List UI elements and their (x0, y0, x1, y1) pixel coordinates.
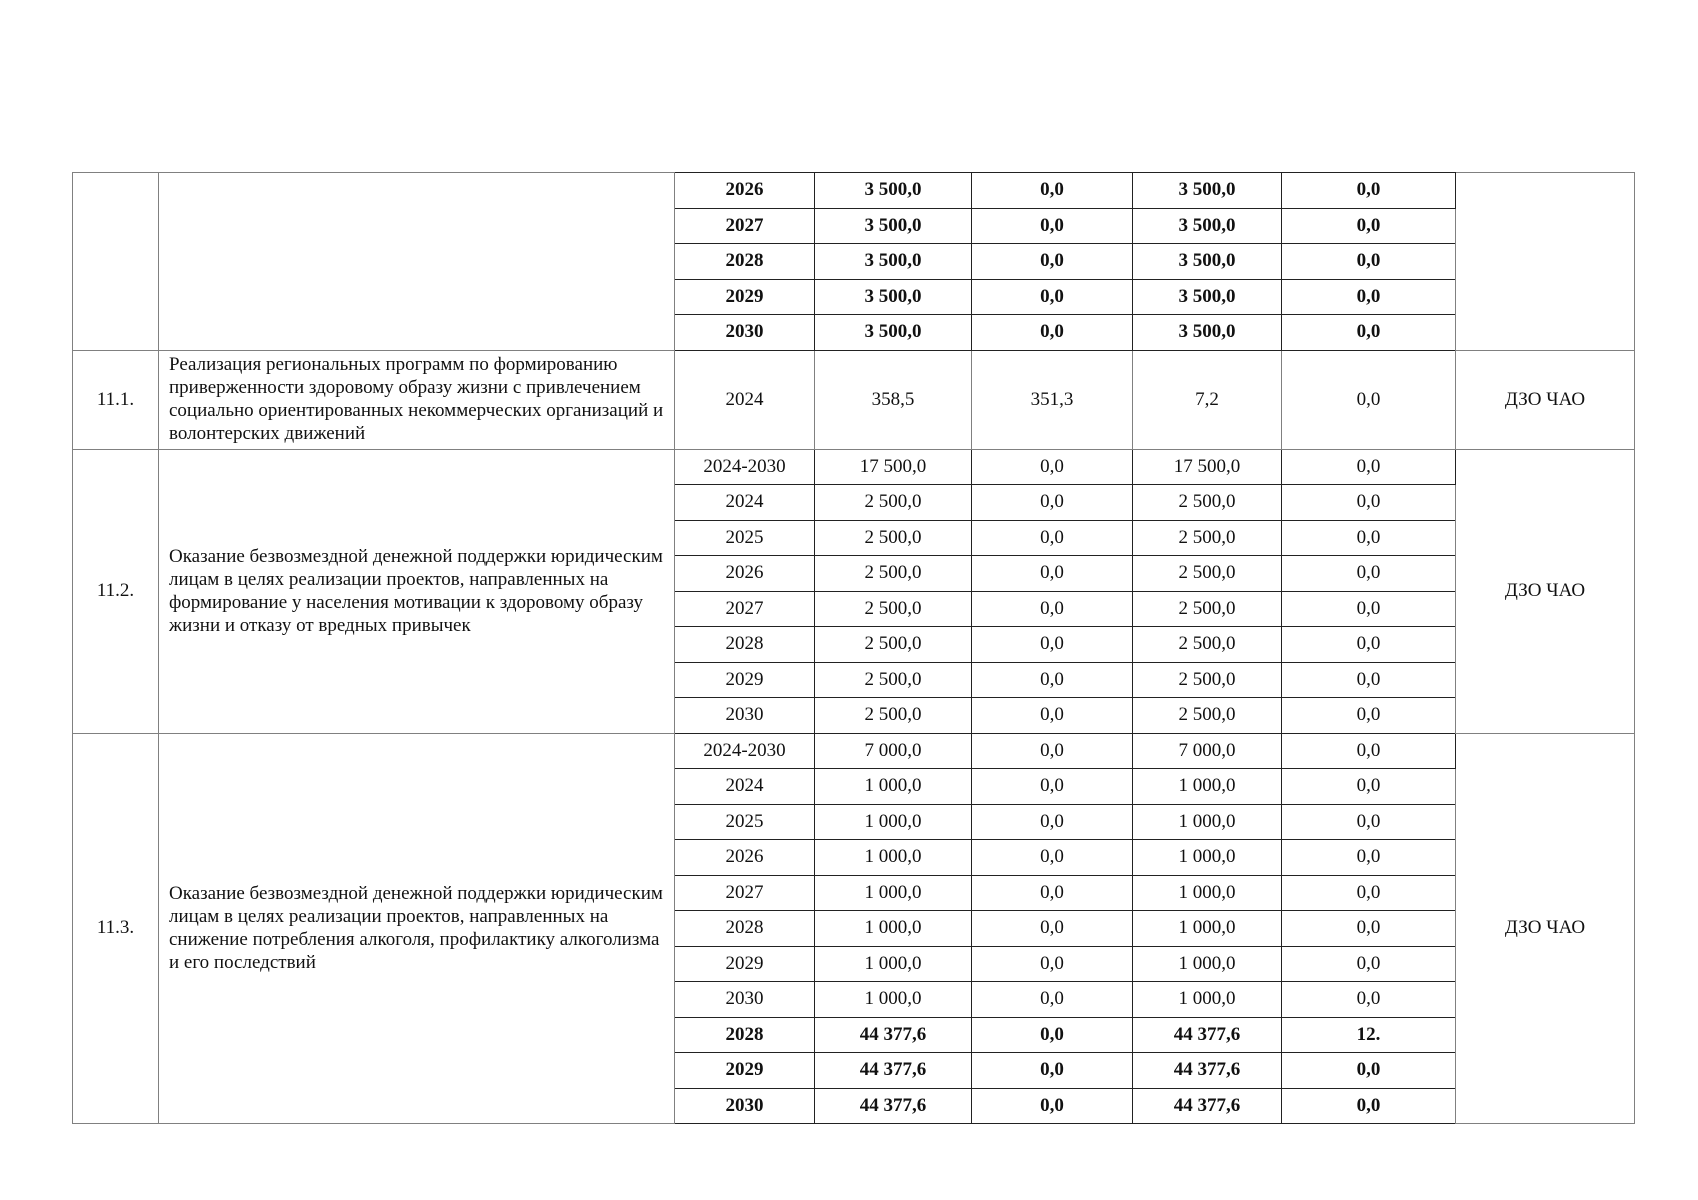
federal-cell: 0,0 (972, 875, 1133, 911)
year-cell: 2026 (675, 173, 815, 209)
other-cell: 0,0 (1282, 1088, 1456, 1124)
year-cell: 2024 (675, 485, 815, 521)
other-cell: 0,0 (1282, 627, 1456, 663)
year-cell: 2028 (675, 1017, 815, 1053)
federal-cell: 0,0 (972, 173, 1133, 209)
regional-cell: 44 377,6 (1133, 1053, 1282, 1089)
regional-cell: 2 500,0 (1133, 556, 1282, 592)
regional-cell: 1 000,0 (1133, 911, 1282, 947)
federal-cell: 0,0 (972, 449, 1133, 485)
total-cell: 358,5 (815, 350, 972, 449)
regional-cell: 2 500,0 (1133, 485, 1282, 521)
regional-cell: 3 500,0 (1133, 173, 1282, 209)
federal-cell: 0,0 (972, 279, 1133, 315)
budget-table (72, 172, 1635, 1124)
federal-cell: 0,0 (972, 769, 1133, 805)
federal-cell: 0,0 (972, 627, 1133, 663)
federal-cell: 0,0 (972, 244, 1133, 280)
regional-cell: 3 500,0 (1133, 244, 1282, 280)
regional-cell: 2 500,0 (1133, 520, 1282, 556)
total-cell: 1 000,0 (815, 840, 972, 876)
other-cell: 0,0 (1282, 911, 1456, 947)
item-description-cell: Реализация региональных программ по формированию приверженности здоровому образу жизни с привлечением социально ориентированных некоммерческих организаций и волонтерских движений (159, 350, 675, 449)
other-cell: 0,0 (1282, 449, 1456, 485)
regional-cell: 2 500,0 (1133, 591, 1282, 627)
federal-cell: 0,0 (972, 315, 1133, 351)
regional-cell: 1 000,0 (1133, 769, 1282, 805)
responsible-cell: ДЗО ЧАО (1456, 733, 1635, 1124)
total-cell: 2 500,0 (815, 591, 972, 627)
federal-cell: 0,0 (972, 733, 1133, 769)
other-cell: 0,0 (1282, 556, 1456, 592)
item-index-cell: 11.3. (73, 733, 159, 1124)
regional-cell: 1 000,0 (1133, 982, 1282, 1018)
federal-cell: 0,0 (972, 911, 1133, 947)
regional-cell: 44 377,6 (1133, 1017, 1282, 1053)
other-cell: 0,0 (1282, 173, 1456, 209)
federal-cell: 0,0 (972, 208, 1133, 244)
total-cell: 3 500,0 (815, 208, 972, 244)
year-cell: 2028 (675, 244, 815, 280)
other-cell: 0,0 (1282, 698, 1456, 734)
total-cell: 1 000,0 (815, 769, 972, 805)
year-cell: 2029 (675, 946, 815, 982)
item-index-cell (73, 173, 159, 351)
other-cell: 0,0 (1282, 733, 1456, 769)
total-cell: 3 500,0 (815, 173, 972, 209)
year-cell: 2024-2030 (675, 733, 815, 769)
responsible-cell (1456, 173, 1635, 351)
total-cell: 7 000,0 (815, 733, 972, 769)
year-cell: 2026 (675, 556, 815, 592)
item-index-cell: 11.2. (73, 449, 159, 733)
other-cell: 0,0 (1282, 350, 1456, 449)
federal-cell: 0,0 (972, 982, 1133, 1018)
total-cell: 2 500,0 (815, 698, 972, 734)
regional-cell: 3 500,0 (1133, 315, 1282, 351)
total-cell: 1 000,0 (815, 875, 972, 911)
regional-cell: 2 500,0 (1133, 627, 1282, 663)
total-cell: 3 500,0 (815, 315, 972, 351)
item-index-cell: 11.1. (73, 350, 159, 449)
total-cell: 2 500,0 (815, 556, 972, 592)
federal-cell: 0,0 (972, 840, 1133, 876)
item-description-cell: Оказание безвозмездной денежной поддержки юридическим лицам в целях реализации проектов, направленных на формирование у населения мотивации к здоровому образу жизни и отказу от вредных привычек (159, 449, 675, 733)
other-cell: 0,0 (1282, 662, 1456, 698)
year-cell: 2027 (675, 875, 815, 911)
regional-cell: 1 000,0 (1133, 946, 1282, 982)
regional-cell: 1 000,0 (1133, 840, 1282, 876)
total-cell: 44 377,6 (815, 1017, 972, 1053)
total-cell: 1 000,0 (815, 804, 972, 840)
regional-cell: 7,2 (1133, 350, 1282, 449)
other-cell: 0,0 (1282, 208, 1456, 244)
federal-cell: 351,3 (972, 350, 1133, 449)
other-cell: 0,0 (1282, 591, 1456, 627)
year-cell: 2028 (675, 627, 815, 663)
year-cell: 2027 (675, 591, 815, 627)
year-cell: 2030 (675, 698, 815, 734)
table-row (73, 733, 1635, 769)
responsible-cell: ДЗО ЧАО (1456, 350, 1635, 449)
regional-cell: 44 377,6 (1133, 1088, 1282, 1124)
total-cell: 3 500,0 (815, 279, 972, 315)
total-cell: 17 500,0 (815, 449, 972, 485)
year-cell: 2030 (675, 982, 815, 1018)
total-cell: 2 500,0 (815, 520, 972, 556)
federal-cell: 0,0 (972, 662, 1133, 698)
other-cell: 0,0 (1282, 315, 1456, 351)
year-cell: 2025 (675, 520, 815, 556)
other-cell: 0,0 (1282, 875, 1456, 911)
federal-cell: 0,0 (972, 591, 1133, 627)
other-cell: 0,0 (1282, 279, 1456, 315)
regional-cell: 1 000,0 (1133, 875, 1282, 911)
total-cell: 44 377,6 (815, 1088, 972, 1124)
other-cell: 0,0 (1282, 520, 1456, 556)
total-cell: 3 500,0 (815, 244, 972, 280)
total-cell: 2 500,0 (815, 627, 972, 663)
federal-cell: 0,0 (972, 946, 1133, 982)
year-cell: 2029 (675, 279, 815, 315)
other-cell: 0,0 (1282, 769, 1456, 805)
regional-cell: 2 500,0 (1133, 698, 1282, 734)
other-cell: 12. (1282, 1017, 1456, 1053)
federal-cell: 0,0 (972, 485, 1133, 521)
total-cell: 2 500,0 (815, 662, 972, 698)
regional-cell: 3 500,0 (1133, 279, 1282, 315)
other-cell: 0,0 (1282, 804, 1456, 840)
federal-cell: 0,0 (972, 1053, 1133, 1089)
other-cell: 0,0 (1282, 946, 1456, 982)
year-cell: 2026 (675, 840, 815, 876)
year-cell: 2025 (675, 804, 815, 840)
year-cell: 2029 (675, 1053, 815, 1089)
total-cell: 44 377,6 (815, 1053, 972, 1089)
total-cell: 1 000,0 (815, 946, 972, 982)
federal-cell: 0,0 (972, 520, 1133, 556)
item-description-cell (159, 173, 675, 351)
other-cell: 0,0 (1282, 840, 1456, 876)
other-cell: 0,0 (1282, 982, 1456, 1018)
year-cell: 2024-2030 (675, 449, 815, 485)
year-cell: 2030 (675, 315, 815, 351)
year-cell: 2029 (675, 662, 815, 698)
item-description-cell: Оказание безвозмездной денежной поддержки юридическим лицам в целях реализации проектов, направленных на снижение потребления алкоголя, профилактику алкоголизма и его последствий (159, 733, 675, 1124)
regional-cell: 17 500,0 (1133, 449, 1282, 485)
regional-cell: 7 000,0 (1133, 733, 1282, 769)
total-cell: 1 000,0 (815, 982, 972, 1018)
other-cell: 0,0 (1282, 1053, 1456, 1089)
federal-cell: 0,0 (972, 556, 1133, 592)
table-row (73, 449, 1635, 485)
table-row (73, 173, 1635, 209)
year-cell: 2024 (675, 350, 815, 449)
year-cell: 2028 (675, 911, 815, 947)
table-row (73, 350, 1635, 449)
federal-cell: 0,0 (972, 1017, 1133, 1053)
federal-cell: 0,0 (972, 1088, 1133, 1124)
total-cell: 2 500,0 (815, 485, 972, 521)
responsible-cell: ДЗО ЧАО (1456, 449, 1635, 733)
other-cell: 0,0 (1282, 244, 1456, 280)
federal-cell: 0,0 (972, 804, 1133, 840)
total-cell: 1 000,0 (815, 911, 972, 947)
regional-cell: 1 000,0 (1133, 804, 1282, 840)
regional-cell: 3 500,0 (1133, 208, 1282, 244)
regional-cell: 2 500,0 (1133, 662, 1282, 698)
other-cell: 0,0 (1282, 485, 1456, 521)
year-cell: 2030 (675, 1088, 815, 1124)
federal-cell: 0,0 (972, 698, 1133, 734)
year-cell: 2024 (675, 769, 815, 805)
year-cell: 2027 (675, 208, 815, 244)
